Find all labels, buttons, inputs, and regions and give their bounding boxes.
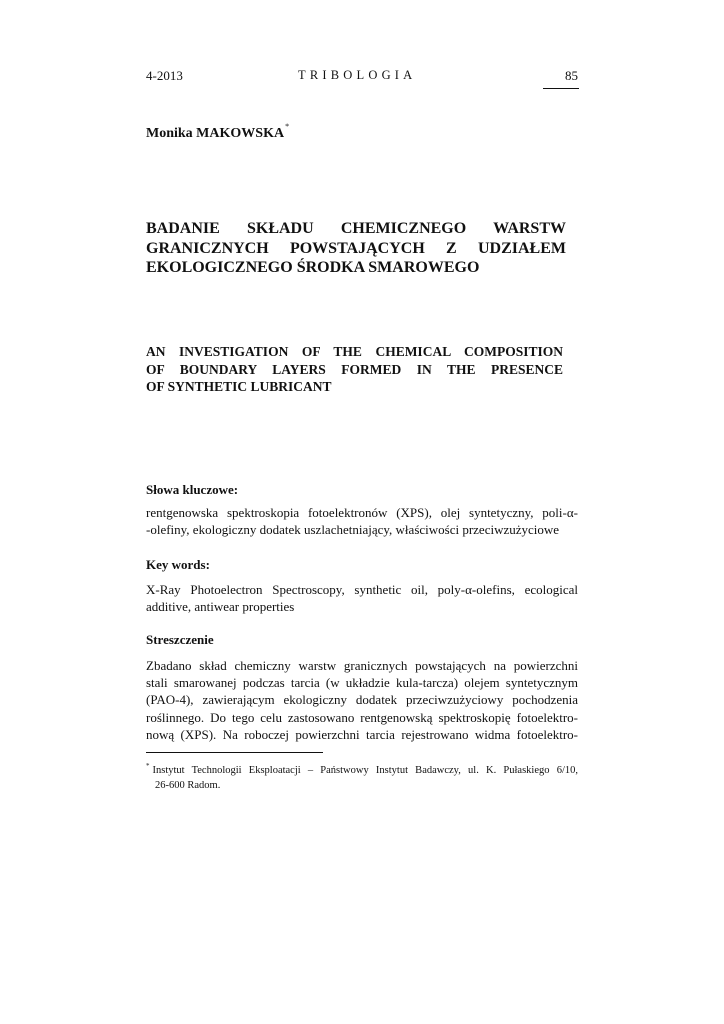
title-polish-line: EKOLOGICZNEGO ŚRODKA SMAROWEGO	[146, 259, 480, 276]
footnote-mark: *	[146, 762, 150, 770]
author-name: Monika MAKOWSKA	[146, 126, 285, 141]
header-rule	[543, 88, 579, 89]
keywords-english-heading: Key words:	[146, 557, 210, 572]
abstract-line: (PAO-4), zawierającym ekologiczny dodatek przeciwzużyciowy pochodzenia	[146, 692, 578, 708]
title-english-line: AN INVESTIGATION OF THE CHEMICAL COMPOSITION	[146, 344, 563, 359]
keywords-english-line: additive, antiwear properties	[146, 599, 295, 615]
keywords-polish-line: -olefiny, ekologiczny dodatek uszlachetniający, właściwości przeciwzużyciowe	[146, 522, 560, 538]
abstract-heading: Streszczenie	[146, 632, 214, 647]
footnote-rule	[146, 752, 323, 753]
abstract-text	[146, 657, 578, 743]
footnote-line	[146, 759, 578, 778]
author-footnote-mark: *	[285, 122, 290, 131]
title-english	[146, 343, 563, 396]
abstract-line: Zbadano skład chemiczny warstw granicznych powstających na powierzchni	[146, 658, 578, 673]
keywords-polish-text	[146, 504, 578, 538]
journal-name: TRIBOLOGIA	[298, 68, 417, 82]
title-polish-line: BADANIE SKŁADU CHEMICZNEGO WARSTW	[146, 220, 566, 237]
keywords-english-text	[146, 581, 578, 615]
footnote-line: 26-600 Radom.	[155, 780, 221, 791]
page-number: 85	[565, 68, 578, 83]
abstract-line: roślinnego. Do tego celu zastosowano rentgenowską spektroskopię fotoelektro-	[146, 709, 578, 725]
issue-number: 4-2013	[146, 68, 183, 83]
abstract-line: stali smarowanej podczas tarcia (w układzie kula-tarcza) olejem syntetycznym	[146, 675, 578, 691]
title-polish	[146, 219, 566, 278]
keywords-english-line: X-Ray Photoelectron Spectroscopy, synthetic oil, poly-α-olefins, ecological	[146, 582, 578, 597]
keywords-polish-heading: Słowa kluczowe:	[146, 482, 239, 497]
keywords-polish-line: rentgenowska spektroskopia fotoelektronów (XPS), olej syntetyczny, poli-α-	[146, 505, 578, 520]
footnote	[146, 759, 578, 793]
footnote-affiliation: Instytut Technologii Eksploatacji – Państwowy Instytut Badawczy, ul. K. Pułaskiego 6/10,	[152, 765, 578, 776]
title-polish-line: GRANICZNYCH POWSTAJĄCYCH Z UDZIAŁEM	[146, 239, 566, 257]
title-english-line: OF SYNTHETIC LUBRICANT	[146, 379, 332, 394]
title-english-line: OF BOUNDARY LAYERS FORMED IN THE PRESENCE	[146, 361, 563, 377]
abstract-line: nową (XPS). Na roboczej powierzchni tarcia rejestrowano widma fotoelektro-	[146, 726, 578, 742]
author-line	[146, 122, 289, 142]
